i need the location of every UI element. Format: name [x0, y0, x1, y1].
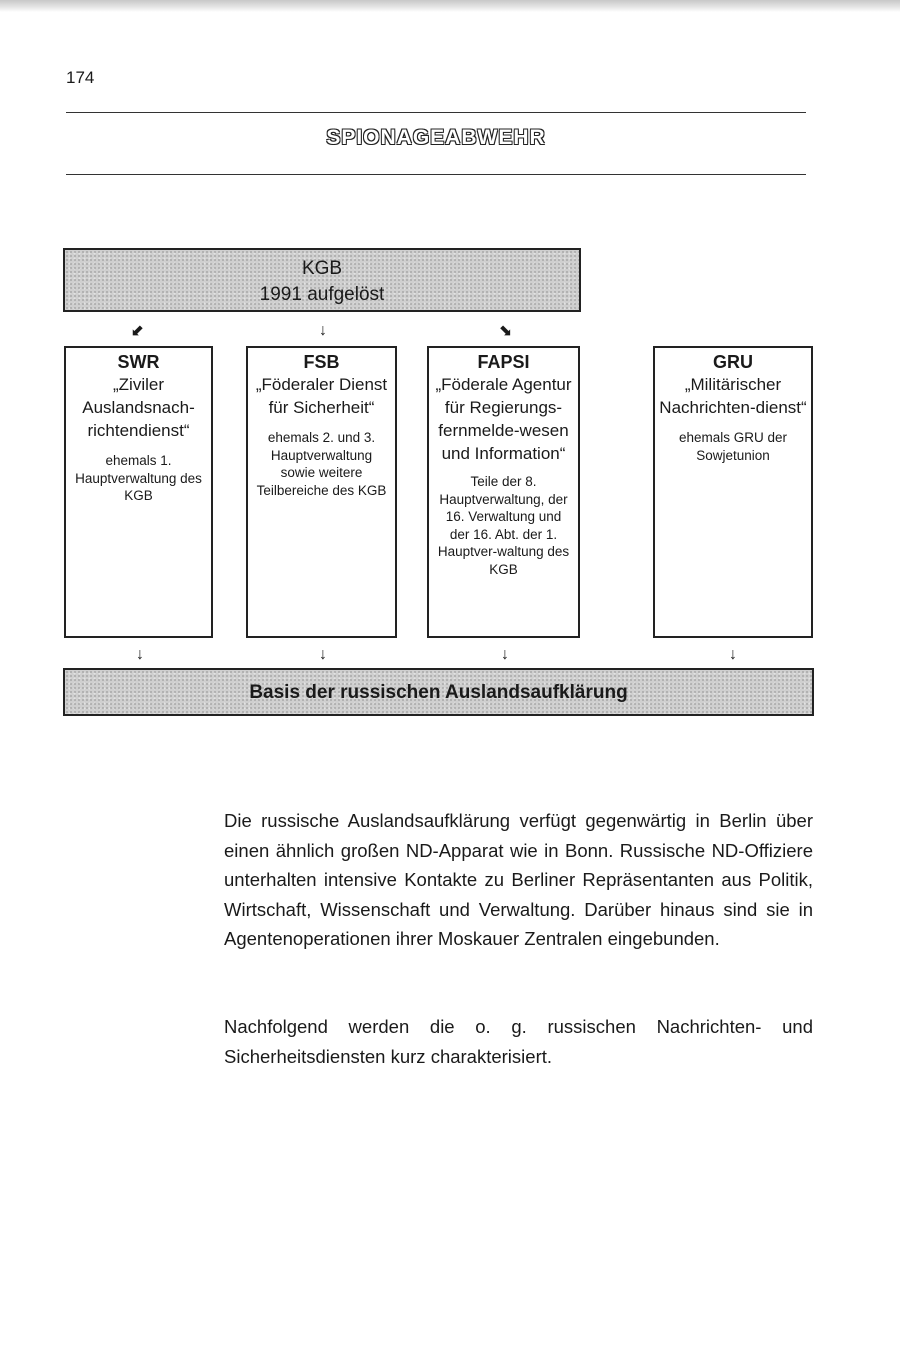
- arrow-down-icon: ↓: [319, 322, 327, 339]
- org-abbr: FAPSI: [477, 352, 530, 372]
- header-rule-top: [66, 112, 806, 113]
- org-box-fapsi: [427, 346, 580, 638]
- body-paragraph: Die russische Auslandsaufklärung verfügt gegenwärtig in Berlin über einen ähnlich großen ND-Apparat wie in Bonn. Russische ND-Offiziere unterhalten intensive Kontakte zu Berliner Repräsentanten aus Politik, Wirtschaft, Wissenschaft und Verwaltung. Darüber hinaus sind sie in Agentenoperationen ihrer Moskauer Zentralen eingebunden.: [224, 810, 813, 950]
- org-full-name: „Ziviler Auslandsnach-richtendienst“: [82, 375, 195, 440]
- arrow-down-right-icon: ⬊: [498, 322, 512, 339]
- org-note: ehemals GRU der Sowjetunion: [678, 430, 788, 463]
- org-box-fsb: [246, 346, 397, 638]
- org-note: Teile der 8. Hauptverwaltung, der 16. Verwaltung und der 16. Abt. der 1. Hauptver-waltung des KGB: [437, 474, 570, 577]
- org-box-gru: [653, 346, 813, 638]
- body-paragraph: Nachfolgend werden die o. g. russischen Nachrichten- und Sicherheitsdiensten kurz charakterisiert.: [224, 1016, 813, 1067]
- scan-top-edge: [0, 0, 900, 12]
- org-note: ehemals 2. und 3. Hauptverwaltung sowie weitere Teilbereiche des KGB: [256, 430, 387, 498]
- org-abbr: GRU: [713, 352, 753, 372]
- header-rule-bottom: [66, 174, 806, 175]
- org-note: ehemals 1. Hauptverwaltung des KGB: [75, 453, 202, 503]
- org-full-name: „Föderale Agentur für Regierungs-fernmelde-wesen und Information“: [435, 375, 572, 463]
- kgb-subtitle: 1991 aufgelöst: [259, 284, 385, 305]
- org-abbr: SWR: [117, 352, 160, 372]
- page-number: 174: [66, 68, 95, 87]
- org-full-name: „Föderaler Dienst für Sicherheit“: [255, 375, 388, 417]
- kgb-title: KGB: [301, 258, 343, 279]
- org-box-swr: [64, 346, 213, 638]
- basis-label: Basis der russischen Auslandsaufklärung: [249, 682, 628, 703]
- kgb-box: [63, 248, 581, 312]
- arrow-down-icon: ↓: [136, 646, 144, 663]
- arrow-down-icon: ↓: [319, 646, 327, 663]
- arrow-down-left-icon: ⬋: [131, 322, 145, 339]
- arrow-down-icon: ↓: [501, 646, 509, 663]
- org-abbr: FSB: [303, 352, 340, 372]
- org-full-name: „Militärischer Nachrichten-dienst“: [659, 375, 807, 417]
- basis-box: [63, 668, 814, 716]
- running-head: SPIONAGEABWEHR: [326, 126, 546, 149]
- arrow-down-icon: ↓: [729, 646, 737, 663]
